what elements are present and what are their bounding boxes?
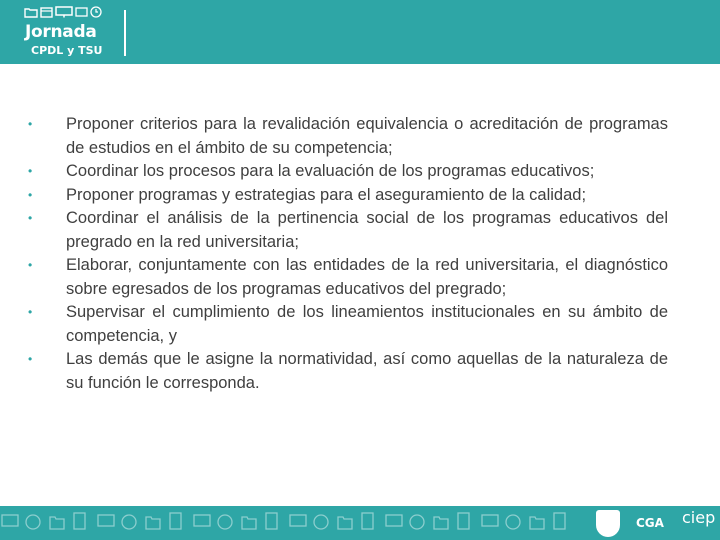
pattern-shape [242, 517, 256, 529]
pattern-shape [314, 515, 328, 529]
pattern-shape [434, 517, 448, 529]
clock-icon [90, 6, 102, 18]
bullet-icon: • [28, 164, 33, 178]
list-item [28, 207, 668, 254]
pattern-shape [458, 513, 469, 529]
bullet-icon: • [28, 305, 33, 319]
list-item [28, 184, 668, 208]
list-item [28, 301, 668, 348]
pattern-shape [2, 515, 18, 526]
pattern-shape [362, 513, 373, 529]
list-item-text: Proponer programas y estrategias para el aseguramiento de la calidad; [66, 185, 587, 204]
pattern-shape [50, 517, 64, 529]
footer-cga-logo: CGA [636, 516, 664, 530]
list-item [28, 254, 668, 301]
pattern-shape [218, 515, 232, 529]
pattern-shape [290, 515, 306, 526]
pattern-shape [338, 517, 352, 529]
bullet-icon: • [28, 117, 33, 131]
pattern-shape [554, 513, 565, 529]
list-item [28, 160, 668, 184]
logo-icon-row [24, 6, 102, 18]
pattern-shape [122, 515, 136, 529]
list-item-text: Coordinar los procesos para la evaluación de los programas educativos; [66, 162, 595, 180]
pattern-shape [530, 517, 544, 529]
bullet-icon: • [28, 352, 33, 366]
pattern-shape [194, 515, 210, 526]
bullet-icon: • [28, 258, 33, 272]
bullet-list [28, 113, 668, 395]
list-item-text: Coordinar el análisis de la pertinencia social de los programas educativos del pregrado en la red universitaria; [66, 209, 668, 251]
monitor-icon [75, 6, 88, 18]
pattern-shape [386, 515, 402, 526]
pattern-shape [170, 513, 181, 529]
header-bar [0, 0, 720, 64]
list-item-text: Las demás que le asigne la normatividad, así como aquellas de la naturaleza de su función le corresponda. [66, 350, 668, 392]
logo-subtitle: CPDL y TSU [31, 44, 103, 57]
logo-title: Jornada [25, 22, 97, 42]
pattern-shape [98, 515, 114, 526]
bullet-icon: • [28, 211, 33, 225]
pattern-shape [26, 515, 40, 529]
logo-divider [124, 10, 126, 56]
pattern-shape [410, 515, 424, 529]
pattern-shape [506, 515, 520, 529]
folder-icon [24, 6, 38, 18]
university-crest-icon [596, 510, 620, 537]
list-item-text: Proponer criterios para la revalidación equivalencia o acreditación de programas de estudios en el ámbito de su competencia; [66, 115, 668, 157]
pattern-shape [74, 513, 85, 529]
list-item-text: Elaborar, conjuntamente con las entidades de la red universitaria, el diagnóstico sobre egresados de los programas educativos del pregrado; [66, 256, 668, 298]
footer-bar [0, 506, 720, 540]
pattern-shape [482, 515, 498, 526]
list-item-text: Supervisar el cumplimiento de los lineamientos institucionales en su ámbito de competencia, y [66, 303, 668, 345]
jornada-logo [22, 6, 128, 58]
pattern-shape [146, 517, 160, 529]
pattern-shape [266, 513, 277, 529]
footer-ciep-logo: ciep [682, 508, 716, 527]
calendar-icon [40, 6, 53, 18]
list-item [28, 348, 668, 395]
footer-icon-pattern [0, 509, 580, 537]
bullet-icon: • [28, 187, 33, 202]
computer-icon [55, 6, 73, 18]
list-item [28, 113, 668, 160]
